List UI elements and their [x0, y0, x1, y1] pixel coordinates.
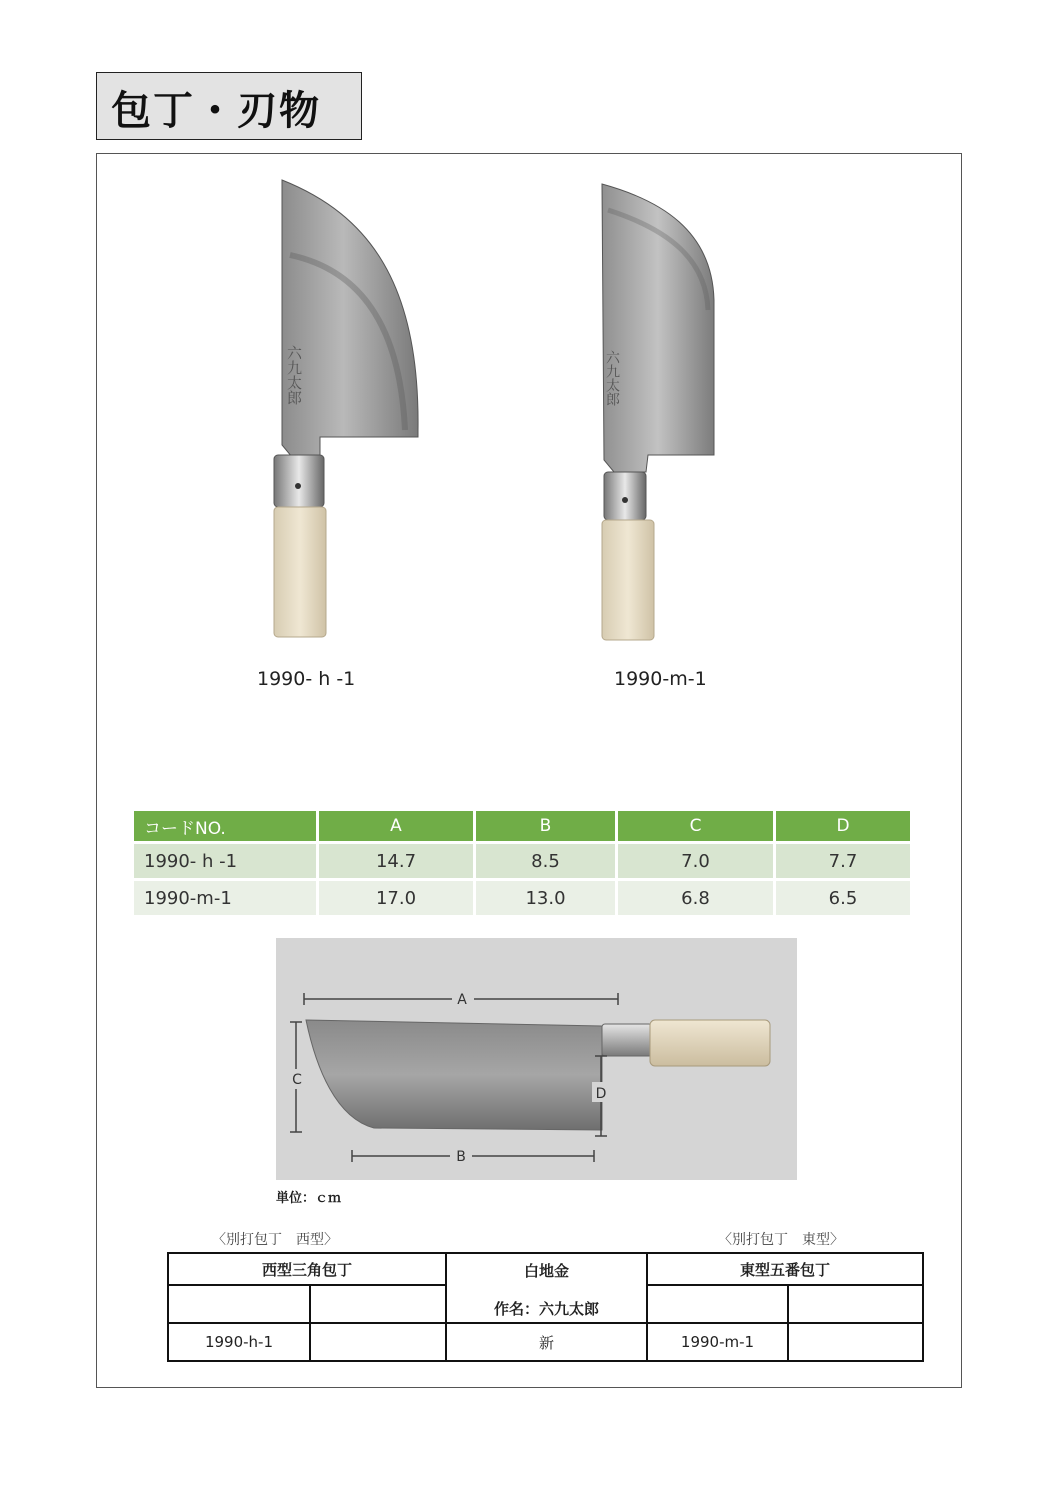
sheet-empty-cell — [788, 1285, 923, 1323]
spec-header-b: B — [476, 811, 615, 841]
sheet-maker: 作名：六九太郎 — [493, 1300, 599, 1318]
table-row — [134, 881, 910, 915]
spec-table-header-row — [134, 811, 910, 841]
table-row — [168, 1253, 923, 1285]
sheet-left-title: 西型三角包丁 — [168, 1253, 446, 1285]
spec-cell: 1990- h -1 — [134, 844, 316, 878]
note-left: 〈別打包丁 西型〉 — [212, 1232, 338, 1248]
sheet-empty-cell — [647, 1285, 788, 1323]
svg-text:六九太郎: 六九太郎 — [285, 345, 303, 405]
sheet-center-cell — [446, 1253, 647, 1323]
spec-cell: 6.8 — [618, 881, 773, 915]
sheet-center-title: 白地金 — [523, 1262, 569, 1280]
sheet-left-code: 1990-h-1 — [168, 1323, 310, 1361]
table-row — [168, 1323, 923, 1361]
spec-cell: 6.5 — [776, 881, 910, 915]
spec-cell: 14.7 — [319, 844, 473, 878]
page-title-box — [96, 72, 362, 140]
sheet-empty-cell — [168, 1285, 310, 1323]
spec-cell: 13.0 — [476, 881, 615, 915]
note-right: 〈別打包丁 東型〉 — [718, 1232, 844, 1248]
spec-table — [131, 808, 913, 918]
spec-header-code: コードNO. — [134, 811, 316, 841]
knife-photo-1990-m-1 — [590, 180, 730, 645]
spec-cell: 7.7 — [776, 844, 910, 878]
unit-label: 単位：ｃｍ — [276, 1191, 342, 1206]
knife-photo-1990-h-1 — [250, 175, 440, 645]
sheet-center-value: 新 — [446, 1323, 647, 1361]
dimension-label-d: D — [595, 1086, 607, 1102]
dimension-label-c: C — [292, 1072, 302, 1088]
sheet-right-title: 東型五番包丁 — [647, 1253, 923, 1285]
dimension-label-b: B — [456, 1149, 466, 1165]
svg-text:六九太郎: 六九太郎 — [604, 350, 620, 406]
sheet-empty-cell — [788, 1323, 923, 1361]
spec-header-d: D — [776, 811, 910, 841]
dimension-label-a: A — [457, 992, 467, 1008]
table-row — [134, 844, 910, 878]
spec-cell: 17.0 — [319, 881, 473, 915]
spec-cell: 8.5 — [476, 844, 615, 878]
order-sheet-table — [167, 1252, 924, 1362]
dimension-diagram — [276, 938, 797, 1180]
content-frame — [96, 153, 962, 1388]
spec-cell: 7.0 — [618, 844, 773, 878]
spec-header-c: C — [618, 811, 773, 841]
page-title: 包丁・刃物 — [111, 88, 321, 134]
sheet-right-code: 1990-m-1 — [647, 1323, 788, 1361]
spec-header-a: A — [319, 811, 473, 841]
sheet-empty-cell — [310, 1323, 446, 1361]
sheet-empty-cell — [310, 1285, 446, 1323]
product-caption-1: 1990- h -1 — [257, 668, 356, 690]
spec-cell: 1990-m-1 — [134, 881, 316, 915]
product-caption-2: 1990-m-1 — [614, 668, 707, 690]
